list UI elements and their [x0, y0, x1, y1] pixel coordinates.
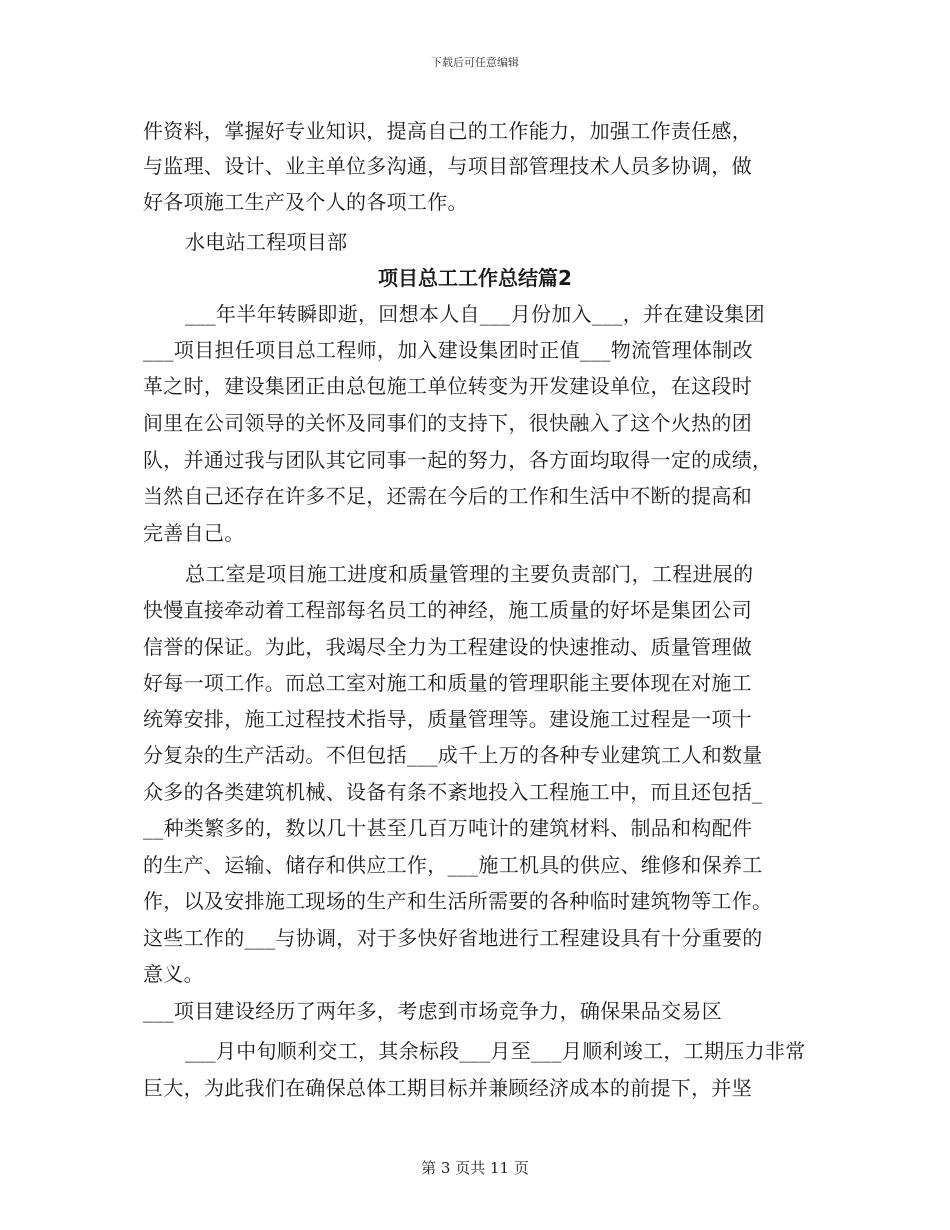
text-line: 水电站工程项目部 [185, 230, 348, 254]
text-line: 意义。 [143, 962, 204, 986]
text-line: 统筹安排，施工过程技术指导，质量管理等。建设施工过程是一项十 [143, 707, 752, 731]
text-line: 信誉的保证。为此，我竭尽全力为工程建设的快速推动、质量管理做 [143, 635, 752, 659]
text-line: 总工室是项目施工进度和质量管理的主要负责部门，工程进展的 [185, 562, 754, 586]
text-line: 分复杂的生产活动。不但包括___成千上万的各种专业建筑工人和数量 [143, 743, 763, 767]
text-line: 当然自己还存在许多不足，还需在今后的工作和生活中不断的提高和 [143, 484, 752, 508]
page-footer: 第 3 页共 11 页 [421, 1159, 529, 1177]
text-line: 作，以及安排施工现场的生产和生活所需要的各种临时建筑物等工作。 [143, 889, 773, 913]
text-line: ___月中旬顺利交工，其余标段___月至___月顺利竣工，工期压力非常 [185, 1039, 806, 1063]
text-line: 众多的各类建筑机械、设备有条不紊地投入工程施工中，而且还包括_ [143, 780, 763, 804]
text-line: 快慢直接牵动着工程部每名员工的神经，施工质量的好坏是集团公司 [143, 598, 752, 622]
text-line: 好各项施工生产及个人的各项工作。 [143, 190, 468, 214]
text-line: 间里在公司领导的关怀及同事们的支持下，很快融入了这个火热的团 [143, 411, 752, 435]
text-line: 巨大，为此我们在确保总体工期目标并兼顾经济成本的前提下，并坚 [143, 1076, 752, 1100]
header-note: 下载后可任意编辑 [431, 56, 519, 69]
text-line: 这些工作的___与协调，对于多快好省地进行工程建设具有十分重要的 [143, 926, 763, 950]
text-line: ___项目建设经历了两年多，考虑到市场竞争力，确保果品交易区 [143, 999, 722, 1023]
text-line: 革之时，建设集团正由总包施工单位转变为开发建设单位，在这段时 [143, 374, 752, 398]
text-line: __种类繁多的，数以几十甚至几百万吨计的建筑材料、制品和构配件 [143, 816, 753, 840]
text-line: 与监理、设计、业主单位多沟通，与项目部管理技术人员多协调，做 [143, 154, 752, 178]
text-line: 件资料，掌握好专业知识，提高自己的工作能力，加强工作责任感， [143, 119, 752, 143]
text-line: 好每一项工作。而总工室对施工和质量的管理职能主要体现在对施工 [143, 671, 752, 695]
text-line: 完善自己。 [143, 521, 245, 545]
section-title: 项目总工工作总结篇2 [378, 266, 572, 290]
text-line: ___项目担任项目总工程师，加入建设集团时正值___物流管理体制改 [143, 338, 753, 362]
text-line: ___年半年转瞬即逝，回想本人自___月份加入___，并在建设集团 [185, 302, 765, 326]
text-line: 队，并通过我与团队其它同事一起的努力，各方面均取得一定的成绩， [143, 448, 773, 472]
text-line: 的生产、运输、储存和供应工作，___施工机具的供应、维修和保养工 [143, 853, 763, 877]
